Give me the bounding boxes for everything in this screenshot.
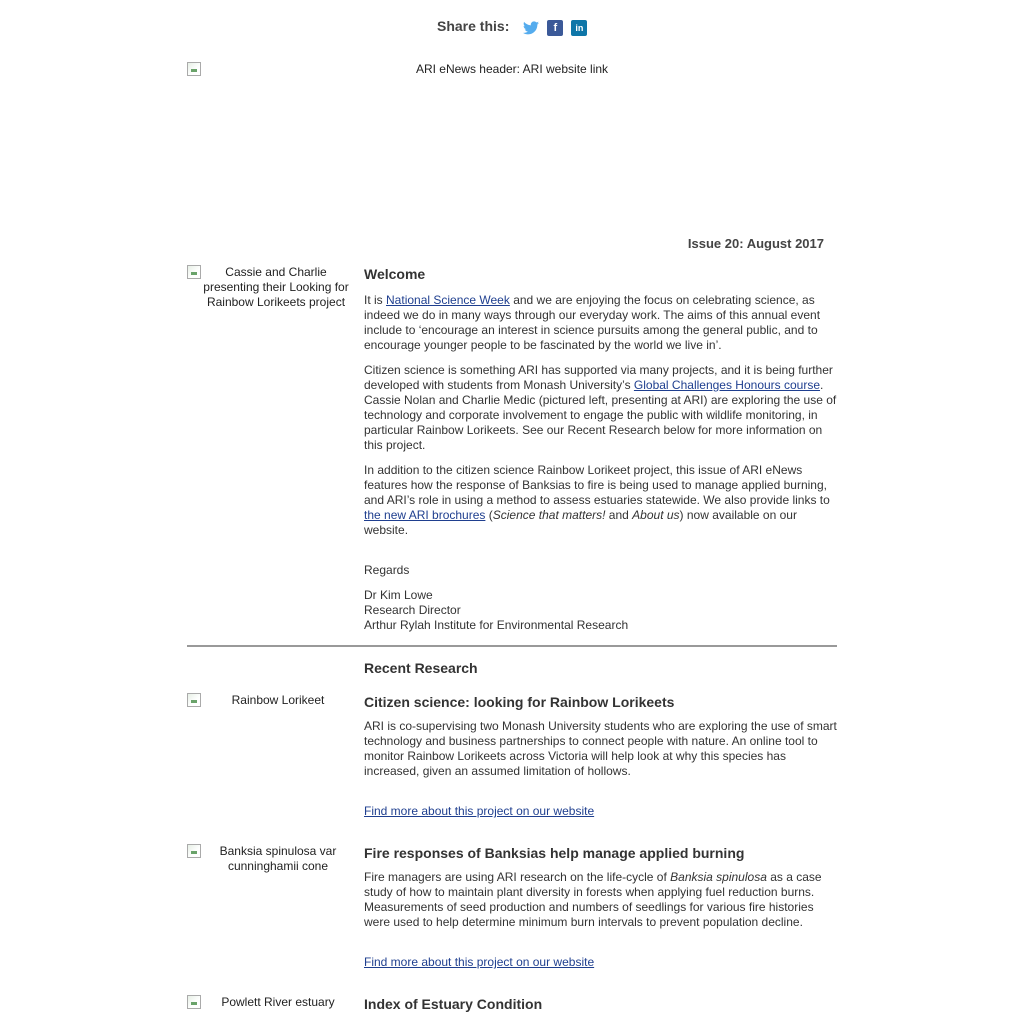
recent-research-heading: Recent Research	[364, 660, 478, 676]
lorikeet-image-alt: Rainbow Lorikeet	[231, 693, 325, 707]
text: In addition to the citizen science Rainbow Lorikeet project, this issue of ARI eNews features how the response of Banksias to fire is being used to manage applied burning, and ARI’s role in using a method to assess estuaries statewide. We also provide links to	[364, 463, 830, 507]
regards: Regards	[364, 563, 410, 577]
banksia-image	[187, 844, 355, 874]
research-body	[364, 870, 838, 930]
text: (	[485, 508, 493, 522]
linkedin-icon[interactable]: in	[571, 20, 587, 36]
research-item-lorikeets	[364, 693, 838, 819]
brochure-title: Science that matters!	[492, 508, 606, 522]
share-bar	[437, 18, 595, 34]
banksia-image-alt: Banksia spinulosa var cunninghamii cone	[219, 844, 337, 873]
welcome-image	[187, 265, 355, 310]
welcome-paragraph-2	[364, 363, 838, 453]
national-science-week-link[interactable]: National Science Week	[386, 293, 510, 307]
text: and we are enjoying the focus on celebrating science, as indeed we do in many ways through our everyday work. The aims of this annual event include to ‘encourage an interest in science pursuits among the general public, and to encourage younger people to be fascinated by the world we live in’.	[364, 293, 821, 352]
signature-role: Research Director	[364, 603, 461, 617]
research-title: Index of Estuary Condition	[364, 996, 543, 1012]
broken-image-icon	[187, 62, 201, 76]
species-name: Banksia spinulosa	[670, 870, 767, 884]
ari-brochures-link[interactable]: the new ARI brochures	[364, 508, 486, 522]
text: ) now available on our website.	[364, 508, 797, 537]
section-divider	[187, 645, 837, 647]
broken-image-icon	[187, 995, 201, 1009]
welcome-paragraph-1	[364, 293, 838, 353]
research-title: Citizen science: looking for Rainbow Lorikeets	[364, 694, 675, 710]
text: . Cassie Nolan and Charlie Medic (pictured left, presenting at ARI) are exploring the use of technology and corporate involvement to engage the public with wildlife monitoring, in particular Rainbow Lorikeets. See our Recent Research below for more information on this project.	[364, 378, 837, 452]
share-label: Share this:	[437, 17, 510, 34]
broken-image-icon	[187, 693, 201, 707]
issue-label: Issue 20: August 2017	[687, 236, 824, 251]
welcome-section	[364, 265, 838, 633]
text: Citizen science is something ARI has supported via many projects, and it is being further developed with students from Monash University’s	[364, 363, 833, 392]
recent-research-heading-wrap	[364, 659, 838, 677]
research-item-estuary	[364, 995, 838, 1013]
global-challenges-link[interactable]: Global Challenges Honours course	[633, 378, 821, 392]
brochure-title: About us	[632, 508, 680, 522]
header-image-alt: ARI eNews header: ARI website link	[415, 62, 609, 76]
signature-name: Dr Kim Lowe	[364, 588, 433, 602]
welcome-image-alt: Cassie and Charlie presenting their Looking for Rainbow Lorikeets project	[203, 265, 349, 309]
signature-org: Arthur Rylah Institute for Environmental Research	[364, 618, 629, 632]
text: It is	[364, 293, 387, 307]
find-more-link[interactable]: Find more about this project on our website	[364, 804, 595, 818]
research-body: ARI is co-supervising two Monash University students who are exploring the use of smart technology and business partnerships to connect people with nature. An online tool to monitor Rainbow Lorikeets across Victoria will help look at why this species has increased, given an assumed limitation of hollows.	[364, 719, 837, 778]
lorikeet-image	[187, 693, 355, 708]
welcome-title: Welcome	[364, 266, 426, 282]
text: as a case study of how to maintain plant diversity in forests when applying fuel reduction burns. Measurements of seed production and numbers of seedlings for various fire histories were used to help determine minimum burn intervals to prevent population decline.	[364, 870, 822, 929]
research-title: Fire responses of Banksias help manage applied burning	[364, 845, 745, 861]
estuary-image	[187, 995, 355, 1010]
text: and	[605, 508, 633, 522]
twitter-icon[interactable]	[523, 20, 539, 36]
welcome-paragraph-3	[364, 463, 838, 538]
header-image[interactable]	[187, 62, 837, 77]
research-item-banksias	[364, 844, 838, 970]
text: Fire managers are using ARI research on the life-cycle of	[364, 870, 671, 884]
estuary-image-alt: Powlett River estuary	[221, 995, 335, 1009]
facebook-icon[interactable]: f	[547, 20, 563, 36]
broken-image-icon	[187, 265, 201, 279]
broken-image-icon	[187, 844, 201, 858]
find-more-link[interactable]: Find more about this project on our website	[364, 955, 595, 969]
